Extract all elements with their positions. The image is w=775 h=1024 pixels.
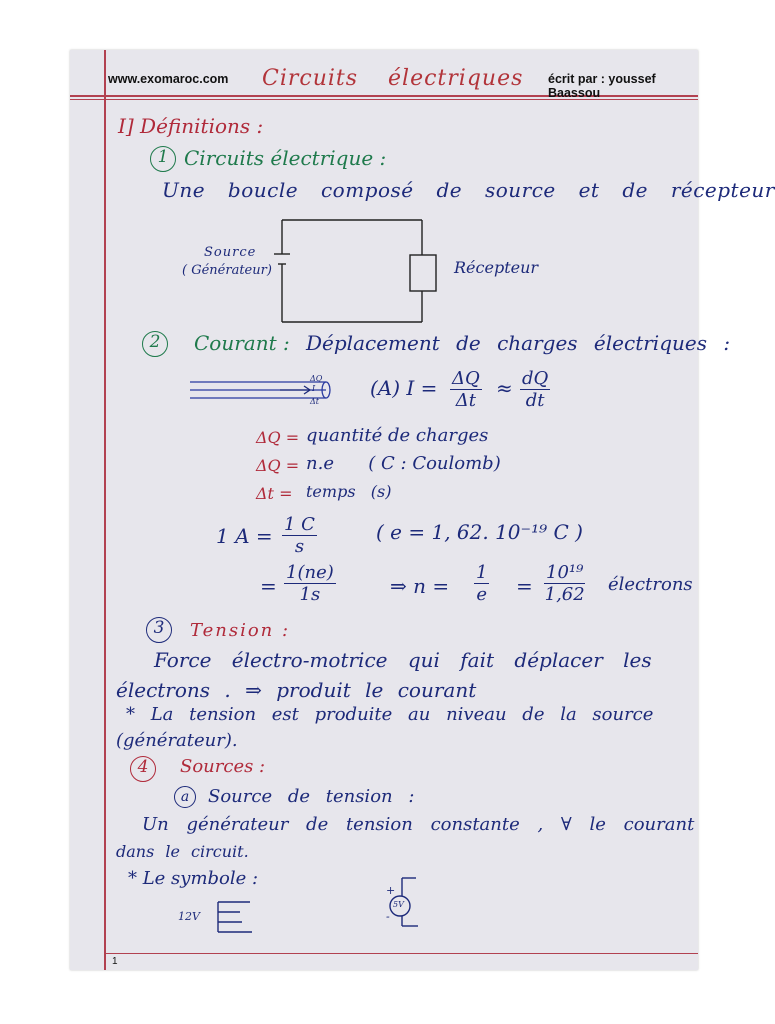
section-heading: I] Définitions :	[118, 114, 264, 138]
sub3-line3: * La tension est produite au niveau de la source	[126, 704, 654, 725]
sub4-number: 4	[130, 756, 156, 782]
current-fraction-derivative-denominator: dt	[525, 390, 545, 411]
current-fraction-delta-denominator: Δt	[455, 390, 476, 411]
header-title: Circuits électriques	[262, 66, 524, 91]
def3-symbol: Δt =	[256, 484, 293, 503]
voltage-source-plus: +	[386, 884, 396, 897]
sub1-title: Circuits électrique :	[184, 146, 387, 170]
current-fraction-delta-numerator: ΔQ	[452, 368, 480, 389]
notebook-page	[70, 50, 775, 970]
unit-equation-lhs: 1 A =	[216, 524, 273, 548]
current-formula-prefix: (A) I =	[370, 376, 438, 400]
sub3-line1: Force électro-motrice qui fait déplacer les	[154, 648, 652, 672]
sub4a-line2: dans le circuit.	[116, 842, 249, 861]
sub3-line4: (générateur).	[116, 730, 238, 751]
header-author: écrit par : youssef Baassou	[548, 72, 656, 100]
battery-voltage-label: 12V	[178, 910, 200, 923]
electron-charge-value: ( e = 1, 62. 10⁻¹⁹ C )	[376, 520, 583, 544]
source-label: Source	[204, 245, 257, 260]
implies-n-equals: ⇒ n =	[390, 574, 450, 598]
eq2-fraction-one-over-e-denominator: e	[476, 584, 488, 605]
sub4a-line3: * Le symbole :	[128, 868, 259, 889]
eq2-fraction-result-numerator: 10¹⁹	[546, 562, 584, 583]
sub4a-title: Source de tension :	[208, 786, 415, 807]
header-website: www.exomaroc.com	[108, 72, 229, 86]
def1-text: quantité de charges	[306, 425, 489, 446]
approx-sign: ≈	[496, 376, 513, 400]
unit-fraction-numerator: 1 C	[284, 514, 315, 535]
sub4a-line1: Un générateur de tension constante , ∀ le courant	[142, 814, 695, 835]
def2-text: n.e ( C : Coulomb)	[306, 453, 501, 474]
def1-symbol: ΔQ =	[256, 428, 300, 447]
eq2-equals-second: =	[516, 574, 533, 598]
def3-text: temps (s)	[306, 482, 392, 501]
sub1-definition: Une boucle composé de source et de récepteur	[162, 178, 775, 202]
sub4a-letter: a	[174, 786, 196, 808]
electrons-word: électrons	[608, 574, 693, 595]
eq2-fraction-result-denominator: 1,62	[544, 584, 585, 605]
generator-label: ( Générateur)	[182, 263, 272, 278]
voltage-source-minus: -	[386, 910, 390, 923]
sub2-number: 2	[142, 331, 168, 357]
wire-label-dt: Δt	[310, 397, 319, 406]
receiver-label: Récepteur	[454, 258, 539, 277]
sub3-line2: électrons . ⇒ produit le courant	[116, 678, 477, 702]
page-number: 1	[112, 956, 118, 967]
eq2-equals: =	[260, 574, 277, 598]
sub2-title: Courant :	[194, 331, 290, 355]
battery-symbol	[70, 50, 698, 970]
sub3-title: Tension :	[190, 620, 291, 641]
sub2-description: Déplacement de charges électriques :	[306, 331, 731, 355]
sub4-title: Sources :	[180, 756, 266, 777]
sub3-number: 3	[146, 617, 172, 643]
sub1-number: 1	[150, 146, 176, 172]
eq2-fraction-one-over-e-numerator: 1	[476, 562, 488, 583]
eq2-fraction-ne-numerator: 1(ne)	[286, 562, 334, 583]
eq2-fraction-ne-denominator: 1s	[299, 584, 321, 605]
unit-fraction-denominator: s	[294, 536, 305, 557]
def2-symbol: ΔQ =	[256, 456, 300, 475]
wire-label-i: I	[312, 384, 316, 393]
wire-label-dq: ΔQ	[310, 374, 323, 383]
current-fraction-derivative-numerator: dQ	[522, 368, 549, 389]
voltage-source-value: 5V	[393, 900, 404, 909]
